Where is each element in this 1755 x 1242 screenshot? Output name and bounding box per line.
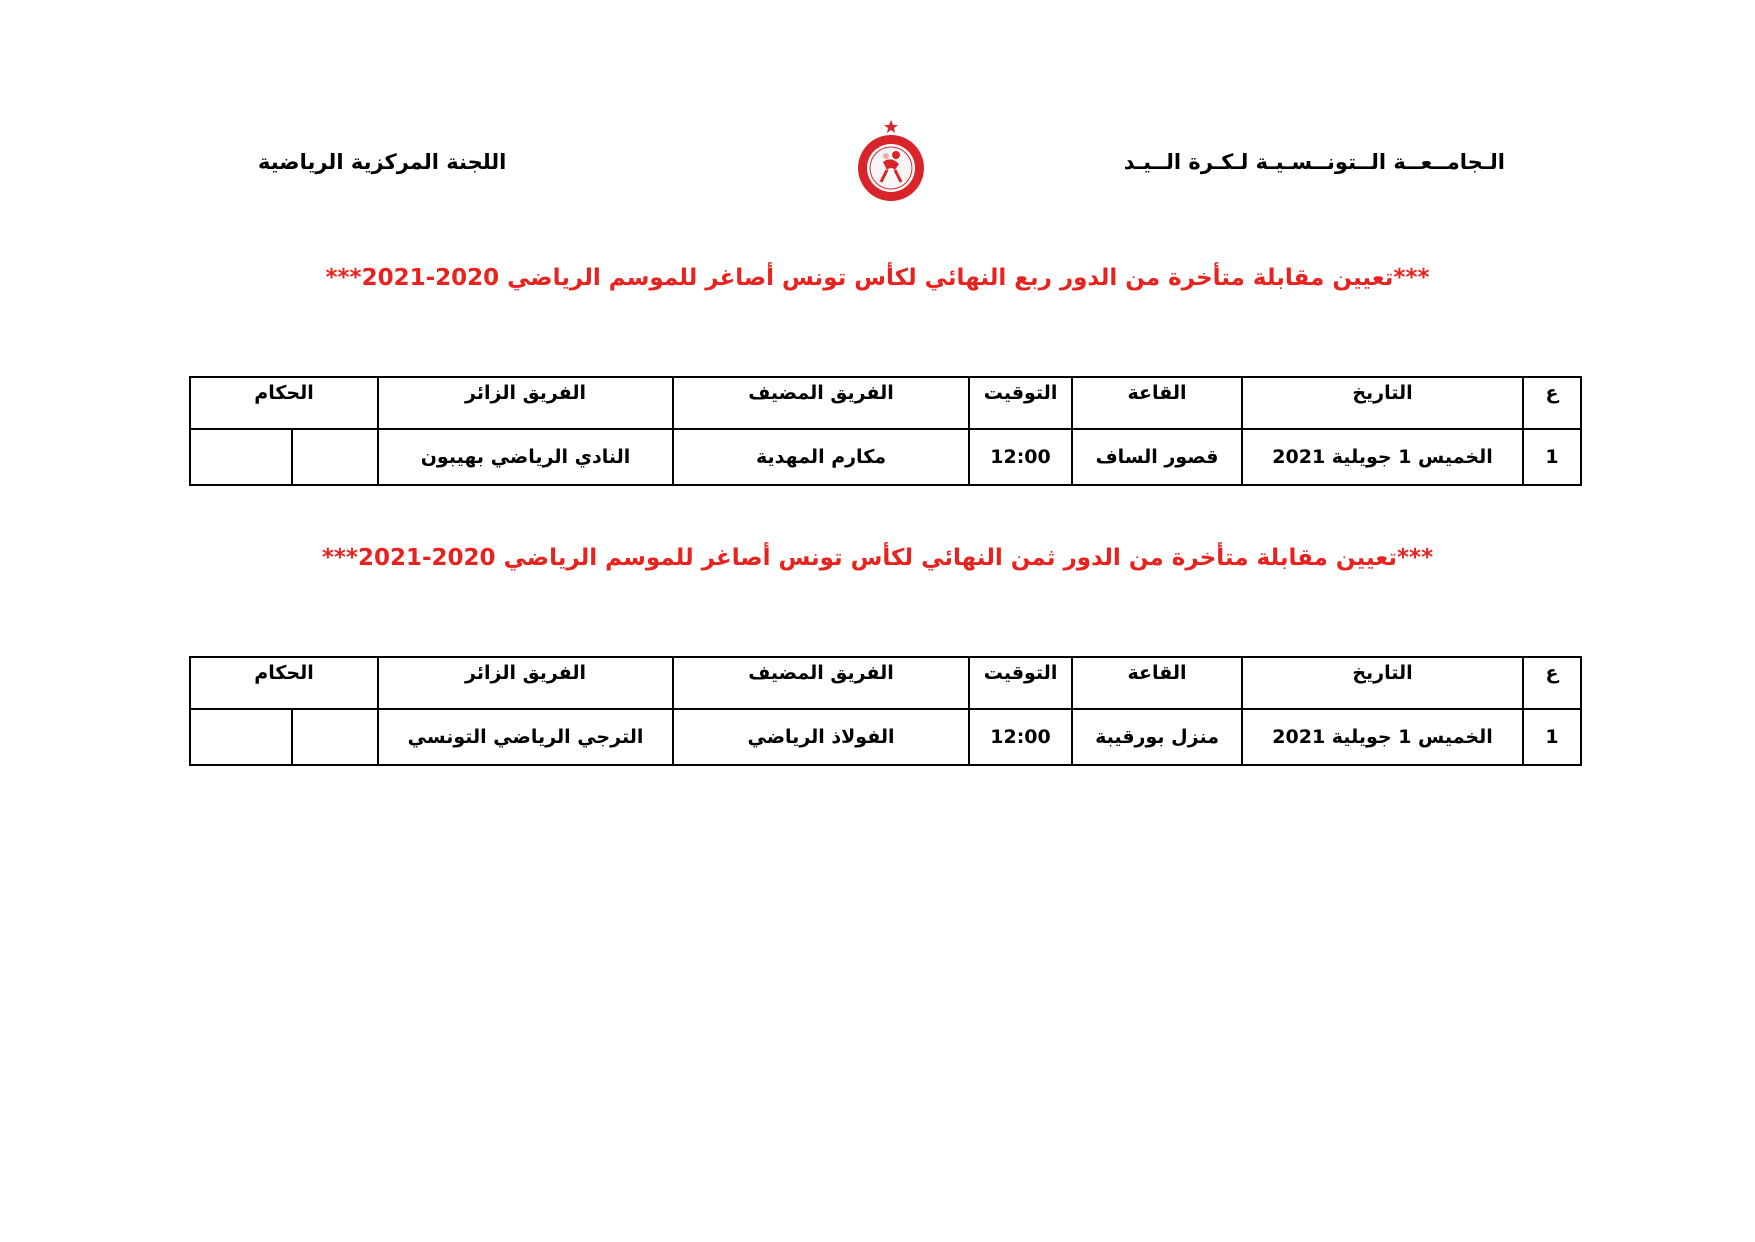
col-visitor-team: الفريق الزائر bbox=[378, 377, 673, 429]
match-time: 12:00 bbox=[969, 429, 1072, 485]
col-number: ع bbox=[1523, 657, 1581, 709]
referee-1 bbox=[292, 429, 378, 485]
table-row bbox=[190, 429, 1581, 485]
col-date: التاريخ bbox=[1242, 657, 1523, 709]
referee-2 bbox=[190, 709, 292, 765]
schedule-table-2 bbox=[189, 656, 1582, 766]
col-hall: القاعة bbox=[1072, 657, 1242, 709]
match-hall: قصور الساف bbox=[1072, 429, 1242, 485]
section-1-title: ***تعيين مقابلة متأخرة من الدور ربع النهائي لكأس تونس أصاغر للموسم الرياضي 2020-2021*** bbox=[325, 265, 1430, 291]
col-hall: القاعة bbox=[1072, 377, 1242, 429]
visitor-team: الترجي الرياضي التونسي bbox=[378, 709, 673, 765]
table-header-row bbox=[190, 657, 1581, 709]
visitor-team: النادي الرياضي بهيبون bbox=[378, 429, 673, 485]
col-referees: الحكام bbox=[190, 377, 378, 429]
col-referees: الحكام bbox=[190, 657, 378, 709]
federation-logo bbox=[853, 120, 929, 202]
match-number: 1 bbox=[1523, 429, 1581, 485]
home-team: الفولاذ الرياضي bbox=[673, 709, 969, 765]
referee-2 bbox=[190, 429, 292, 485]
table-row bbox=[190, 709, 1581, 765]
col-visitor-team: الفريق الزائر bbox=[378, 657, 673, 709]
col-time: التوقيت bbox=[969, 377, 1072, 429]
col-time: التوقيت bbox=[969, 657, 1072, 709]
section-2-title: ***تعيين مقابلة متأخرة من الدور ثمن النهائي لكأس تونس أصاغر للموسم الرياضي 2020-2021*** bbox=[321, 545, 1434, 571]
match-number: 1 bbox=[1523, 709, 1581, 765]
match-date: الخميس 1 جويلية 2021 bbox=[1242, 429, 1523, 485]
match-time: 12:00 bbox=[969, 709, 1072, 765]
home-team: مكارم المهدية bbox=[673, 429, 969, 485]
table-header-row bbox=[190, 377, 1581, 429]
col-home-team: الفريق المضيف bbox=[673, 377, 969, 429]
committee-name: اللجنة المركزية الرياضية bbox=[258, 150, 507, 174]
referee-1 bbox=[292, 709, 378, 765]
col-number: ع bbox=[1523, 377, 1581, 429]
schedule-table-1 bbox=[189, 376, 1582, 486]
col-home-team: الفريق المضيف bbox=[673, 657, 969, 709]
match-hall: منزل بورقيبة bbox=[1072, 709, 1242, 765]
federation-name: الـجامــعــة الــتونــسـيـة لـكـرة الــيـد bbox=[1123, 150, 1505, 174]
col-date: التاريخ bbox=[1242, 377, 1523, 429]
match-date: الخميس 1 جويلية 2021 bbox=[1242, 709, 1523, 765]
